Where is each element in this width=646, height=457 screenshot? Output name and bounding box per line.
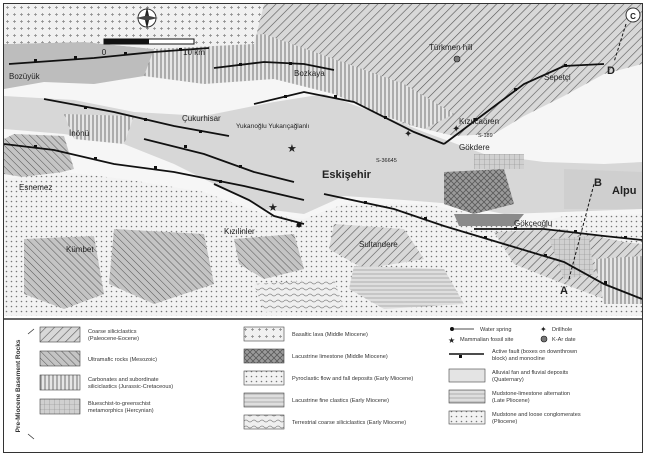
legend-alluvial-age: (Quaternary) bbox=[492, 377, 524, 383]
label-sepetci: Sepetçi bbox=[544, 73, 571, 82]
legend-bracket bbox=[28, 329, 34, 439]
legend-mudstone-conglomerates: Mudstone and loose conglomerates bbox=[492, 412, 581, 418]
swatch-alluvial bbox=[449, 369, 485, 382]
label-gokdere: Gökdere bbox=[459, 143, 490, 152]
map-area bbox=[4, 4, 642, 316]
k-ar-date-icon bbox=[454, 56, 460, 62]
label-inonu: İnönü bbox=[69, 129, 90, 138]
legend-fault-2: block) and monocline bbox=[492, 356, 545, 362]
label-bozuyuk: Bozüyük bbox=[9, 72, 40, 81]
label-yukaricaglarlu: Yukarıoğlu Yukarıçağlanlı bbox=[236, 123, 310, 130]
map-figure bbox=[3, 3, 643, 453]
legend-alluvial: Alluvial fan and fluvial deposits bbox=[492, 370, 569, 376]
legend-blueschist-age: metamorphics (Hercynian) bbox=[88, 408, 154, 414]
legend-k-ar: K-Ar date bbox=[552, 337, 576, 343]
legend-lacustrine-fine: Lacustrine fine clastics (Early Miocene) bbox=[292, 398, 389, 404]
legend-water-spring-icon bbox=[450, 327, 454, 331]
legend-lacustrine-limestone: Lacustrine limestone (Middle Miocene) bbox=[292, 354, 388, 360]
drillhole-icon: ✦ bbox=[404, 129, 413, 140]
legend-water-spring: Water spring bbox=[480, 327, 512, 333]
legend-ultramafic: Ultramafic rocks (Mesozoic) bbox=[88, 357, 157, 363]
legend-coarse-siliciclastics: Coarse siliciclastics bbox=[88, 329, 137, 335]
swatch-basaltic-lava bbox=[244, 327, 284, 341]
legend-blueschist: Blueschist-to-greenschist bbox=[88, 401, 151, 407]
label-s189: S-189 bbox=[478, 133, 493, 139]
scale-label-start: 0 bbox=[101, 48, 107, 57]
legend-drillhole: Drillhole bbox=[552, 327, 573, 333]
legend-vertical-label: Pre-Miocene Basement Rocks bbox=[15, 339, 22, 433]
east-grid-patch bbox=[474, 154, 524, 169]
label-gokceoglu: Gökçeoğlu bbox=[514, 219, 553, 228]
section-point-b: B bbox=[594, 177, 602, 189]
drillhole-icon-2: ✦ bbox=[452, 124, 461, 135]
legend-k-ar-icon bbox=[541, 336, 547, 342]
swatch-blueschist bbox=[40, 399, 80, 414]
label-turkmen-hill: Türkmen hill bbox=[429, 43, 473, 52]
label-esnemez: Esnemez bbox=[19, 183, 53, 192]
swatch-lacustrine-limestone bbox=[244, 349, 284, 363]
label-kumbet: Kümbet bbox=[66, 245, 94, 254]
corner-letter: C bbox=[630, 12, 636, 21]
legend-carbonates: Carbonates and subordinate bbox=[88, 377, 159, 383]
swatch-terrestrial-coarse bbox=[244, 415, 284, 429]
legend-coarse-siliciclastics-age: (Paleocene-Eocene) bbox=[88, 336, 139, 342]
swatch-mudstone-conglomerates bbox=[449, 411, 485, 424]
label-alpu: Alpu bbox=[612, 185, 637, 197]
legend bbox=[15, 325, 581, 439]
legend-terrestrial-coarse: Terrestrial coarse siliciclastics (Early Miocene) bbox=[292, 420, 407, 426]
label-s36645: S-36645 bbox=[376, 158, 397, 164]
legend-fault: Active fault (boxes on downthrown bbox=[492, 349, 578, 355]
scale-label-end: 10 km bbox=[183, 48, 205, 57]
legend-basaltic-lava: Basaltic lava (Middle Miocene) bbox=[292, 332, 368, 338]
fossil-site-icon-2: ★ bbox=[268, 202, 278, 214]
swatch-pyroclastic bbox=[244, 371, 284, 385]
swatch-lacustrine-fine bbox=[244, 393, 284, 407]
legend-fault-tick bbox=[459, 355, 462, 358]
geologic-map-svg bbox=[4, 4, 642, 452]
swatch-carbonates bbox=[40, 375, 80, 390]
swatch-ultramafic bbox=[40, 351, 80, 366]
label-bozkaya: Bozkaya bbox=[294, 69, 325, 78]
label-kizilcaoren: Kızılcaören bbox=[459, 117, 500, 126]
label-kizilinler: Kızılinler bbox=[224, 227, 255, 236]
south-wave-unit bbox=[254, 279, 344, 312]
legend-carbonates-age: siliciclastics (Jurassic-Cretaceous) bbox=[88, 384, 174, 390]
legend-mudstone-limestone-age: (Late Pliocene) bbox=[492, 398, 530, 404]
legend-mudstone-conglomerates-age: (Pliocene) bbox=[492, 419, 518, 425]
water-spring-icon bbox=[297, 223, 302, 228]
swatch-mudstone-limestone bbox=[449, 390, 485, 403]
legend-fossil: Mammalian fossil site bbox=[460, 337, 514, 343]
section-point-a: A bbox=[560, 285, 568, 297]
label-sultandere: Sultandere bbox=[359, 240, 398, 249]
legend-fossil-icon: ★ bbox=[448, 336, 456, 345]
swatch-coarse-siliciclastics bbox=[40, 327, 80, 342]
label-eskisehir: Eskişehir bbox=[322, 169, 371, 181]
fossil-site-icon: ★ bbox=[287, 143, 297, 155]
legend-drillhole-icon: ✦ bbox=[540, 325, 547, 334]
section-point-d: D bbox=[607, 65, 615, 77]
legend-mudstone-limestone: Mudstone-limestone alternation bbox=[492, 391, 571, 397]
legend-pyroclastic: Pyroclastic flow and fall deposits (Early Miocene) bbox=[292, 376, 414, 382]
label-cukurhisar: Çukurhisar bbox=[182, 114, 221, 123]
